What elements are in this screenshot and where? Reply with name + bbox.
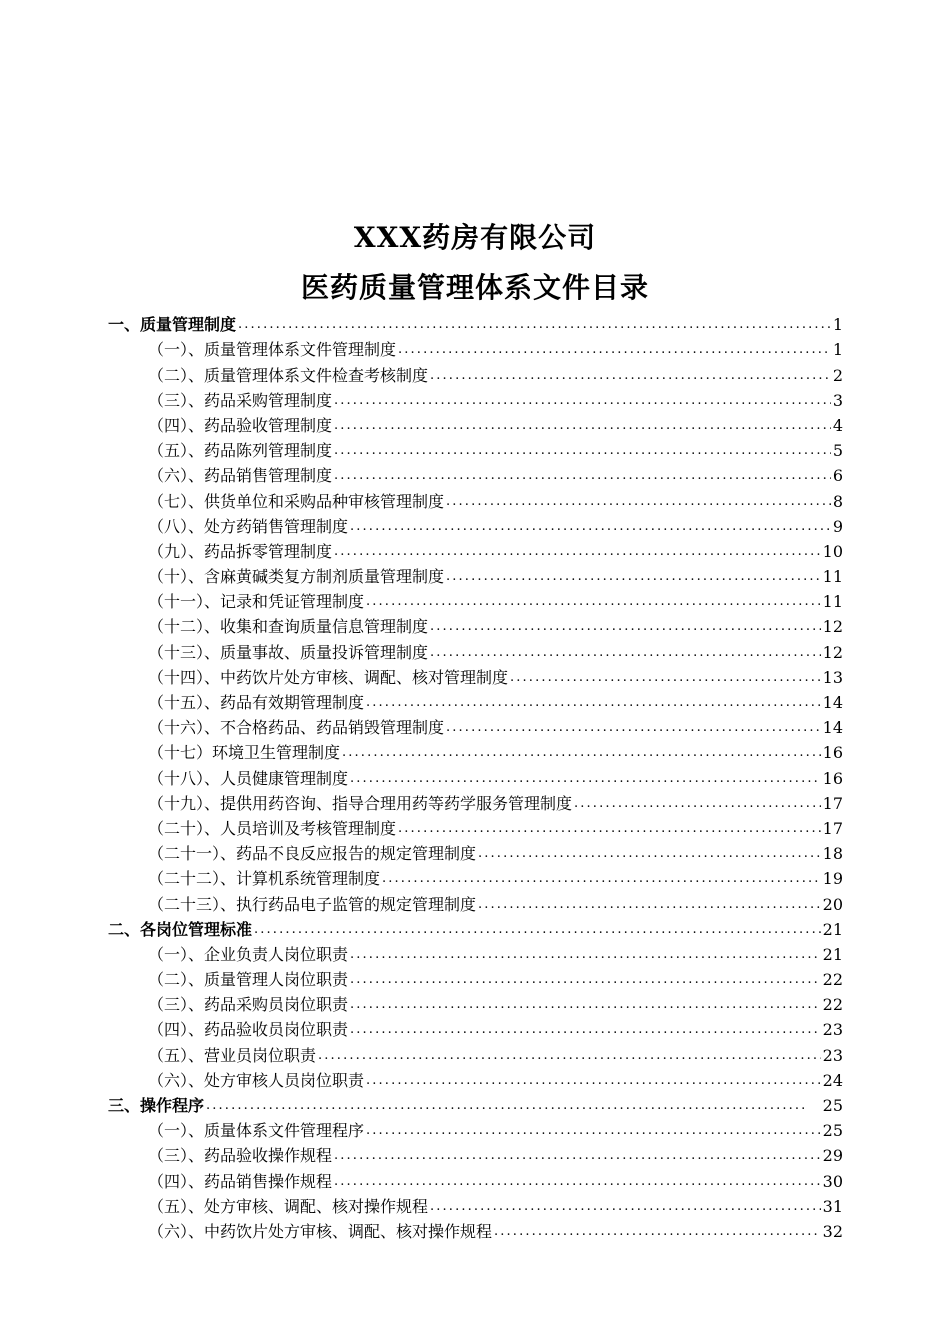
toc-page-number: 30 — [822, 1171, 843, 1191]
toc-entry-title: （二）、质量管理体系文件检查考核制度 — [148, 365, 429, 385]
toc-page-number: 5 — [832, 441, 843, 461]
toc-page-number: 16 — [822, 743, 843, 763]
toc-entry-title: （十三）、质量事故、质量投诉管理制度 — [148, 642, 429, 662]
dot-leader — [382, 869, 821, 889]
toc-entry-title: （五）、药品陈列管理制度 — [148, 441, 333, 461]
toc-entry-title: （二十三）、执行药品电子监管的规定管理制度 — [148, 894, 477, 914]
toc-page-number: 3 — [832, 390, 843, 410]
dot-leader — [478, 895, 821, 915]
toc-page-number: 14 — [822, 718, 843, 738]
toc-entry[interactable] — [108, 512, 843, 537]
dot-leader — [334, 1146, 821, 1166]
toc-page-number: 11 — [822, 592, 843, 612]
toc-page-number: 20 — [822, 894, 843, 914]
toc-entry[interactable] — [108, 839, 843, 864]
toc-page-number: 32 — [822, 1221, 843, 1241]
toc-entry[interactable] — [108, 335, 843, 360]
toc-entry-title: （十一）、记录和凭证管理制度 — [148, 592, 365, 612]
dot-leader — [430, 643, 821, 663]
toc-page-number: 9 — [832, 516, 843, 536]
toc-page-number: 22 — [822, 995, 843, 1015]
toc-entry[interactable] — [108, 713, 843, 738]
toc-page-number: 12 — [822, 617, 843, 637]
toc-entry-title: （一）、质量体系文件管理程序 — [148, 1121, 365, 1141]
toc-entry[interactable] — [108, 461, 843, 486]
toc-entry-title: （五）、处方审核、调配、核对操作规程 — [148, 1196, 429, 1216]
dot-leader — [574, 794, 821, 814]
toc-section-entry[interactable] — [108, 1091, 843, 1116]
toc-section-entry[interactable] — [108, 310, 843, 335]
dot-leader — [254, 920, 821, 940]
dot-leader — [446, 718, 821, 738]
dot-leader — [446, 567, 821, 587]
toc-entry[interactable] — [108, 486, 843, 511]
dot-leader — [350, 970, 821, 990]
toc-entry-title: 二、各岗位管理标准 — [108, 919, 253, 939]
dot-leader — [334, 1172, 821, 1192]
toc-page-number: 16 — [822, 768, 843, 788]
dot-leader — [430, 366, 831, 386]
dot-leader — [446, 492, 831, 512]
toc-entry[interactable] — [108, 587, 843, 612]
toc-entry[interactable] — [108, 562, 843, 587]
toc-entry[interactable] — [108, 386, 843, 411]
toc-entry[interactable] — [108, 537, 843, 562]
toc-page-number: 23 — [822, 1020, 843, 1040]
toc-entry-title: （二十）、人员培训及考核管理制度 — [148, 818, 397, 838]
dot-leader — [398, 340, 831, 360]
dot-leader — [334, 391, 831, 411]
dot-leader — [430, 1197, 821, 1217]
toc-page-number: 22 — [822, 970, 843, 990]
dot-leader — [342, 743, 821, 763]
dot-leader — [478, 844, 821, 864]
toc-entry-title: （一）、企业负责人岗位职责 — [148, 944, 349, 964]
toc-page-number: 11 — [822, 567, 843, 587]
toc-entry-title: （一）、质量管理体系文件管理制度 — [148, 340, 397, 360]
dot-leader — [238, 315, 831, 335]
toc-entry-title: （十）、含麻黄碱类复方制剂质量管理制度 — [148, 567, 445, 587]
dot-leader — [334, 416, 831, 436]
toc-entry-title: 三、操作程序 — [108, 1096, 205, 1115]
toc-entry-title: （四）、药品验收管理制度 — [148, 415, 333, 435]
toc-entry-title: （十七）环境卫生管理制度 — [148, 743, 341, 763]
toc-page-number: 21 — [822, 919, 843, 939]
dot-leader — [334, 466, 831, 486]
toc-entry[interactable] — [108, 1066, 843, 1091]
toc-page-number: 1 — [832, 315, 843, 335]
toc-page-number: 23 — [822, 1045, 843, 1065]
toc-entry[interactable] — [108, 814, 843, 839]
dot-leader — [206, 1096, 821, 1116]
toc-entry-title: （三）、药品采购员岗位职责 — [148, 995, 349, 1015]
toc-page-number: 25 — [822, 1096, 843, 1115]
toc-entry-title: （七）、供货单位和采购品种审核管理制度 — [148, 491, 445, 511]
toc-entry-title: （十六）、不合格药品、药品销毁管理制度 — [148, 718, 445, 738]
dot-leader — [430, 617, 821, 637]
toc-entry-title: （八）、处方药销售管理制度 — [148, 516, 349, 536]
toc-page-number: 8 — [832, 491, 843, 511]
toc-entry-title: （四）、药品验收员岗位职责 — [148, 1020, 349, 1040]
dot-leader — [366, 693, 821, 713]
toc-page-number: 18 — [822, 844, 843, 864]
toc-entry-title: （二）、质量管理人岗位职责 — [148, 970, 349, 990]
toc-entry[interactable] — [108, 864, 843, 889]
toc-page-number: 21 — [822, 944, 843, 964]
toc-entry-title: （五）、营业员岗位职责 — [148, 1045, 317, 1065]
toc-entry-title: （十九）、提供用药咨询、指导合理用药等药学服务管理制度 — [148, 793, 573, 813]
toc-page-number: 25 — [822, 1121, 843, 1141]
dot-leader — [494, 1222, 821, 1242]
toc-entry[interactable] — [108, 663, 843, 688]
toc-entry[interactable] — [108, 411, 843, 436]
toc-entry[interactable] — [108, 637, 843, 662]
toc-entry[interactable] — [108, 436, 843, 461]
toc-entry-title: （九）、药品拆零管理制度 — [148, 541, 333, 561]
toc-page-number: 13 — [822, 667, 843, 687]
dot-leader — [334, 441, 831, 461]
dot-leader — [350, 995, 821, 1015]
toc-page-number: 29 — [822, 1146, 843, 1166]
dot-leader — [510, 668, 821, 688]
toc-entry-title: （三）、药品采购管理制度 — [148, 390, 333, 410]
dot-leader — [350, 769, 821, 789]
toc-entry[interactable] — [108, 889, 843, 914]
toc-entry[interactable] — [108, 940, 843, 965]
toc-entry[interactable] — [108, 1015, 843, 1040]
dot-leader — [366, 592, 821, 612]
toc-entry[interactable] — [108, 763, 843, 788]
toc-entry[interactable] — [108, 990, 843, 1015]
dot-leader — [366, 1071, 821, 1091]
toc-page-number: 4 — [832, 415, 843, 435]
toc-entry-title: （三）、药品验收操作规程 — [148, 1146, 333, 1166]
toc-entry[interactable] — [108, 738, 843, 763]
toc-page-number: 2 — [832, 365, 843, 385]
toc-entry[interactable] — [108, 360, 843, 385]
dot-leader — [350, 945, 821, 965]
toc-entry[interactable] — [108, 1141, 843, 1166]
toc-page-number: 24 — [822, 1070, 843, 1090]
dot-leader — [398, 819, 821, 839]
toc-entry-title: （十八）、人员健康管理制度 — [148, 768, 349, 788]
toc-page-number: 10 — [822, 541, 843, 561]
toc-entry-title: （六）、药品销售管理制度 — [148, 466, 333, 486]
toc-page-number: 31 — [822, 1196, 843, 1216]
toc-entry[interactable] — [108, 1192, 843, 1217]
toc-entry-title: （二十二）、计算机系统管理制度 — [148, 869, 381, 889]
toc-entry-title: 一、质量管理制度 — [108, 315, 237, 335]
toc-entry[interactable] — [108, 789, 843, 814]
toc-entry-title: （十五）、药品有效期管理制度 — [148, 693, 365, 712]
toc-entry[interactable] — [108, 612, 843, 637]
dot-leader — [318, 1046, 821, 1066]
toc-section-entry[interactable] — [108, 915, 843, 940]
toc-entry-title: （十二）、收集和查询质量信息管理制度 — [148, 617, 429, 637]
table-of-contents — [108, 310, 843, 1242]
toc-entry[interactable] — [108, 688, 843, 713]
toc-entry[interactable] — [108, 1166, 843, 1191]
toc-entry[interactable] — [108, 1040, 843, 1065]
toc-entry[interactable] — [108, 1217, 843, 1242]
toc-entry[interactable] — [108, 965, 843, 990]
toc-entry-title: （二十一）、药品不良反应报告的规定管理制度 — [148, 844, 477, 864]
dot-leader — [366, 1121, 821, 1141]
toc-entry-title: （四）、药品销售操作规程 — [148, 1171, 333, 1191]
toc-entry-title: （六）、处方审核人员岗位职责 — [148, 1070, 365, 1090]
toc-page-number: 12 — [822, 642, 843, 662]
toc-entry-title: （十四）、中药饮片处方审核、调配、核对管理制度 — [148, 667, 509, 687]
toc-page-number: 19 — [822, 869, 843, 889]
toc-entry[interactable] — [108, 1116, 843, 1141]
dot-leader — [350, 1020, 821, 1040]
toc-page-number: 14 — [822, 693, 843, 712]
document-title: 医药质量管理体系文件目录 — [300, 271, 649, 304]
company-title: XXX药房有限公司 — [353, 221, 597, 254]
toc-page-number: 17 — [822, 818, 843, 838]
toc-page-number: 17 — [822, 793, 843, 813]
toc-entry-title: （六）、中药饮片处方审核、调配、核对操作规程 — [148, 1221, 493, 1241]
toc-page-number: 1 — [832, 340, 843, 360]
dot-leader — [334, 542, 821, 562]
toc-page-number: 6 — [832, 466, 843, 486]
dot-leader — [350, 517, 831, 537]
